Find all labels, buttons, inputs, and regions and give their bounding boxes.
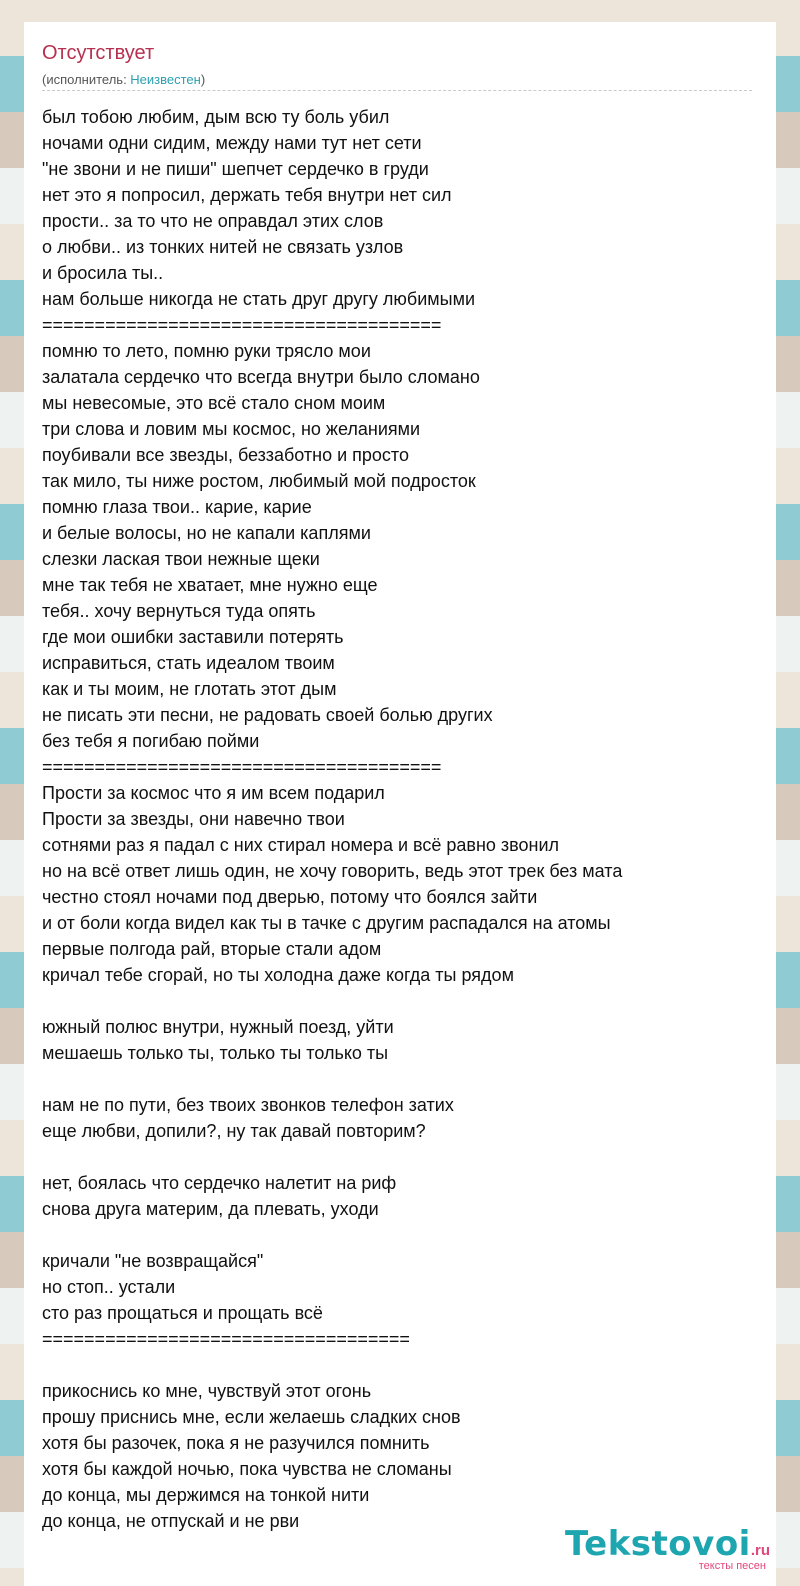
title-divider: [42, 90, 752, 91]
lyrics-text: [42, 104, 622, 1534]
lyric-line: три слова и ловим мы космос, но желаниями: [42, 419, 421, 439]
lyric-line: до конца, мы держимся на тонкой нити: [42, 1485, 370, 1505]
lyric-line: но стоп.. устали: [42, 1277, 176, 1297]
lyric-line: ночами одни сидим, между нами тут нет сети: [42, 133, 422, 153]
lyric-line: помню глаза твои.. карие, карие: [42, 497, 312, 517]
lyric-line: мы невесомые, это всё стало сном моим: [42, 393, 386, 413]
lyric-line: поубивали все звезды, беззаботно и просто: [42, 445, 409, 465]
lyric-line: южный полюс внутри, нужный поезд, уйти: [42, 1017, 394, 1037]
lyric-line: прости.. за то что не оправдал этих слов: [42, 211, 384, 231]
lyric-line: но на всё ответ лишь один, не хочу говорить, ведь этот трек без мата: [42, 861, 623, 881]
lyric-line: слезки лаская твои нежные щеки: [42, 549, 320, 569]
lyric-line: как и ты моим, не глотать этот дым: [42, 679, 337, 699]
lyric-line: нам больше никогда не стать друг другу любимыми: [42, 289, 476, 309]
lyric-line: залатала сердечко что всегда внутри было сломано: [42, 367, 480, 387]
lyric-line: "не звони и не пиши" шепчет сердечко в груди: [42, 159, 429, 179]
lyric-line: не писать эти песни, не радовать своей болью других: [42, 705, 493, 725]
lyric-line: [42, 1066, 622, 1092]
lyric-line: хотя бы разочек, пока я не разучился помнить: [42, 1433, 430, 1453]
lyric-line: хотя бы каждой ночью, пока чувства не сломаны: [42, 1459, 452, 1479]
lyric-line: [42, 1352, 622, 1378]
lyric-line: честно стоял ночами под дверью, потому что боялся зайти: [42, 887, 538, 907]
lyric-line: еще любви, допили?, ну так давай повторим?: [42, 1121, 426, 1141]
lyric-line: ======================================: [42, 315, 442, 335]
lyric-line: прикоснись ко мне, чувствуй этот огонь: [42, 1381, 372, 1401]
artist-link[interactable]: Неизвестен: [130, 72, 201, 87]
lyric-line: нет это я попросил, держать тебя внутри нет сил: [42, 185, 452, 205]
lyric-line: исправиться, стать идеалом твоим: [42, 653, 335, 673]
lyric-line: и бросила ты..: [42, 263, 164, 283]
artist-line: [42, 72, 205, 87]
lyric-line: снова друга материм, да плевать, уходи: [42, 1199, 379, 1219]
lyric-line: мне так тебя не хватает, мне нужно еще: [42, 575, 378, 595]
lyric-line: без тебя я погибаю пойми: [42, 731, 260, 751]
lyric-line: нам не по пути, без твоих звонков телефон затих: [42, 1095, 454, 1115]
lyric-line: [42, 1222, 622, 1248]
lyric-line: Прости за космос что я им всем подарил: [42, 783, 385, 803]
lyric-line: и от боли когда видел как ты в тачке с другим распадался на атомы: [42, 913, 611, 933]
lyric-line: был тобою любим, дым всю ту боль убил: [42, 107, 390, 127]
lyric-line: прошу приснись мне, если желаешь сладких снов: [42, 1407, 461, 1427]
lyric-line: кричал тебе сгорай, но ты холодна даже когда ты рядом: [42, 965, 514, 985]
lyric-line: Прости за звезды, они навечно твои: [42, 809, 345, 829]
logo-name: Tekstovoi: [564, 1524, 751, 1564]
lyric-line: до конца, не отпускай и не рви: [42, 1511, 300, 1531]
lyric-line: [42, 1144, 622, 1170]
artist-prefix: (исполнитель:: [42, 72, 131, 87]
song-title: Отсутствует: [42, 42, 155, 64]
logo-tagline: тексты песен: [698, 1560, 766, 1572]
lyric-line: сотнями раз я падал с них стирал номера и всё равно звонил: [42, 835, 560, 855]
lyric-line: [42, 988, 622, 1014]
lyric-line: нет, боялась что сердечко налетит на риф: [42, 1173, 397, 1193]
lyric-line: ===================================: [42, 1329, 410, 1349]
lyric-line: мешаешь только ты, только ты только ты: [42, 1043, 389, 1063]
lyric-line: о любви.. из тонких нитей не связать узлов: [42, 237, 404, 257]
lyric-line: и белые волосы, но не капали каплями: [42, 523, 371, 543]
lyric-line: сто раз прощаться и прощать всё: [42, 1303, 323, 1323]
logo-suffix: .ru: [750, 1542, 770, 1559]
lyrics-card: [24, 22, 776, 1586]
lyric-line: первые полгода рай, вторые стали адом: [42, 939, 382, 959]
lyric-line: кричали "не возвращайся": [42, 1251, 264, 1271]
lyric-line: помню то лето, помню руки трясло мои: [42, 341, 371, 361]
lyric-line: ======================================: [42, 757, 442, 777]
artist-suffix: ): [200, 72, 206, 87]
lyric-line: тебя.. хочу вернуться туда опять: [42, 601, 316, 621]
site-logo[interactable]: [565, 1524, 770, 1572]
lyric-line: так мило, ты ниже ростом, любимый мой подросток: [42, 471, 476, 491]
lyric-line: где мои ошибки заставили потерять: [42, 627, 344, 647]
